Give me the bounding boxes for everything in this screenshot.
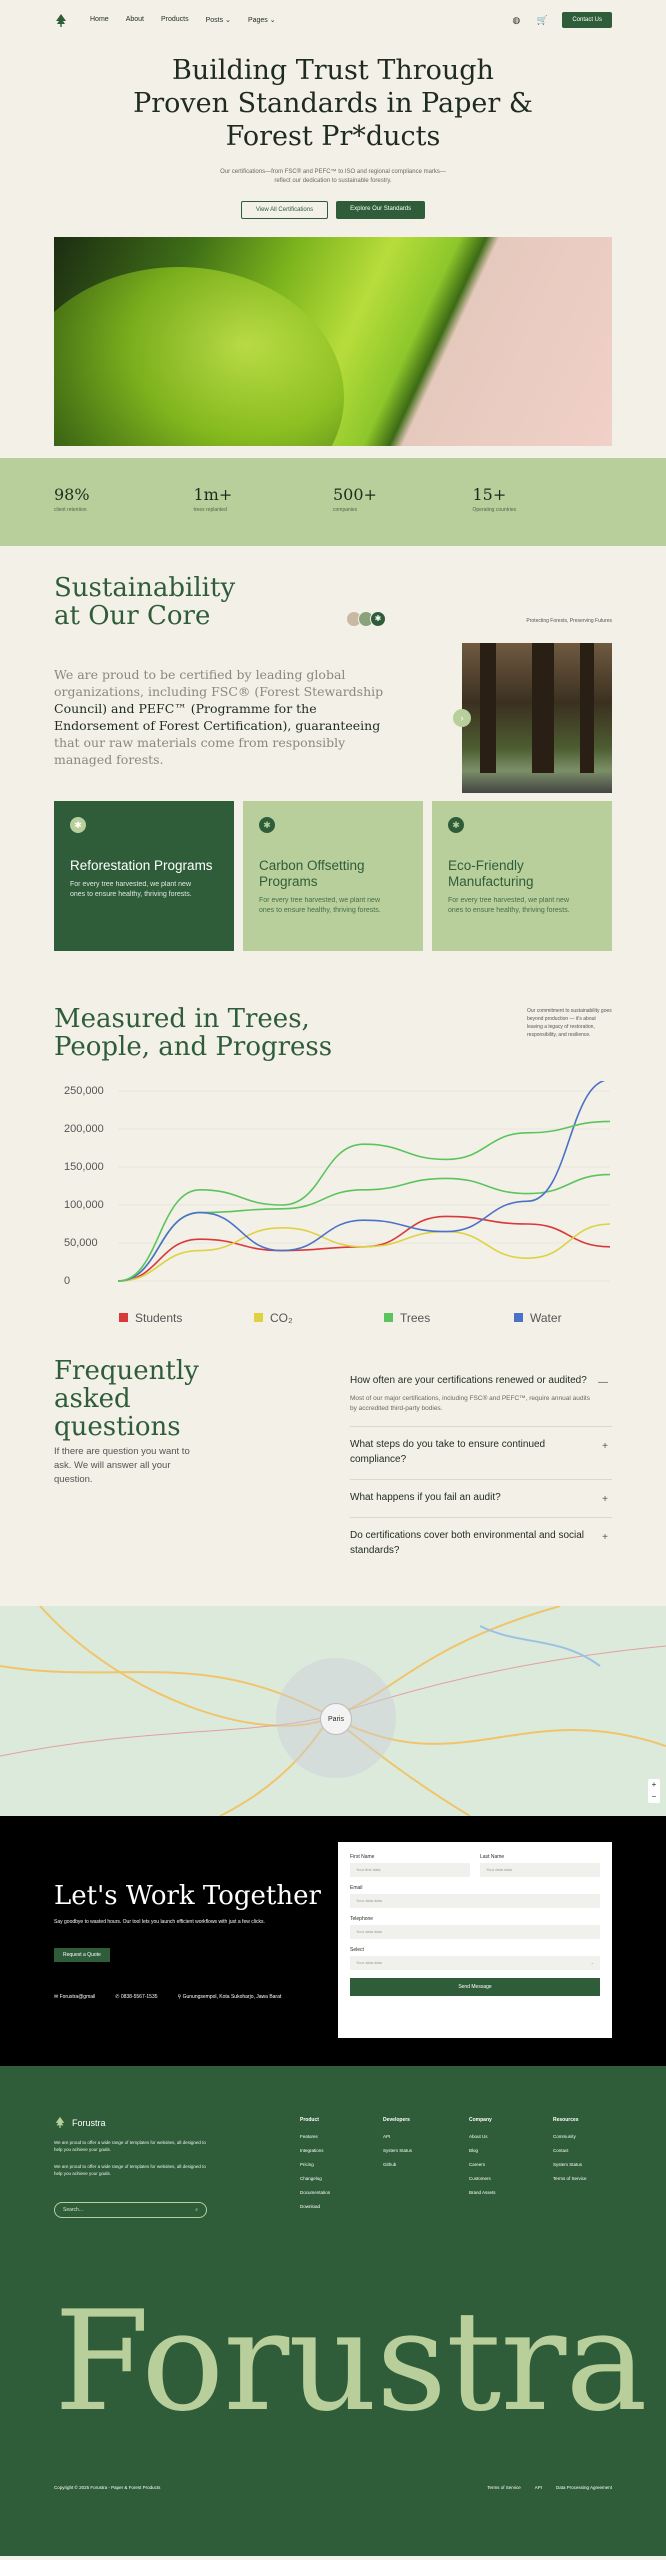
footer-legal-link[interactable]: Data Processing Agreement [555, 2485, 612, 2490]
footer-column-heading: Resources [553, 2117, 579, 2123]
legend-label: Water [530, 1311, 562, 1325]
footer-link[interactable]: Features [300, 2134, 318, 2139]
legend-label: CO₂ [270, 1311, 293, 1325]
footer-link[interactable]: Github [383, 2162, 397, 2167]
footer-brand[interactable] [54, 2116, 106, 2130]
stat-number: 500+ [333, 485, 377, 504]
leaf-icon: ✱ [448, 817, 464, 833]
nav-home[interactable]: Home [90, 16, 109, 23]
program-card[interactable] [243, 801, 423, 951]
stat-number: 1m+ [193, 485, 233, 504]
faq-item[interactable] [350, 1373, 612, 1427]
stat-label: companies [333, 507, 358, 513]
footer-description: We are proud to offer a wide range of templates for websites, all designed to help you achieve your goals. [54, 2140, 206, 2152]
footer-link[interactable]: System Status [553, 2162, 583, 2167]
footer-link[interactable]: Careers [469, 2162, 486, 2167]
expand-icon[interactable]: + [602, 1532, 608, 1543]
program-card[interactable] [432, 801, 612, 951]
footer-column-heading: Developers [383, 2117, 410, 2123]
stat-item [54, 485, 194, 546]
zoom-out-icon[interactable]: − [651, 1792, 657, 1801]
series-line-students [118, 1216, 610, 1281]
telephone-field[interactable]: Your data data [350, 1925, 600, 1939]
tree-logo-icon [54, 2116, 66, 2130]
card-title: Eco-Friendly Manufacturing [448, 858, 534, 889]
footer-link[interactable]: Pricing [300, 2162, 314, 2167]
footer-link[interactable]: API [383, 2134, 391, 2139]
contact-info [54, 1994, 281, 2000]
faq-answer: Most of our major certifications, including FSC® and PEFC™, require annual audits by accredited third-party bodies. [350, 1395, 590, 1412]
contact-section [0, 1816, 666, 2066]
stat-item [333, 485, 473, 546]
explore-standards-button[interactable]: Explore Our Standards [336, 201, 425, 219]
footer-link[interactable]: Changelog [300, 2176, 322, 2181]
progress-section [0, 951, 666, 1331]
y-tick-label: 0 [64, 1275, 71, 1287]
footer-wordmark: Forustra [54, 2281, 647, 2442]
footer-link[interactable]: Contact [553, 2148, 569, 2153]
faq-question[interactable]: Do certifications cover both environmental and social standards? [350, 1530, 585, 1556]
faq-subtitle: If there are question you want to ask. We will answer all your question. [54, 1446, 190, 1485]
select-value: Your data data [356, 1960, 382, 1965]
footer-link[interactable]: Documentation [300, 2190, 331, 2195]
footer-column [553, 2117, 587, 2190]
nav-pages-label: Pages [247, 17, 268, 24]
nav-posts[interactable] [206, 16, 231, 24]
faq-question[interactable]: How often are your certifications renewed or audited? [350, 1375, 587, 1386]
leaf-badge-icon: ✱ [370, 611, 386, 627]
faq-item[interactable] [350, 1528, 612, 1570]
footer [0, 2066, 666, 2556]
mail-icon: ✉ [54, 1994, 59, 2000]
map-zoom-control[interactable] [648, 1779, 660, 1803]
stat-item [473, 485, 613, 546]
para-highlight: Council) and PEFC™ (Programme for the Endorsement of Forest Certification), guaranteeing [54, 701, 381, 733]
title-line: at Our Core [54, 601, 211, 631]
view-certifications-button[interactable]: View All Certifications [241, 201, 328, 219]
footer-link[interactable]: Integrations [300, 2148, 324, 2153]
contact-address [178, 1994, 282, 2000]
footer-link[interactable]: Terms of Service [553, 2176, 587, 2181]
card-text: For every tree harvested, we plant new ones to ensure healthy, thriving forests. [259, 897, 381, 914]
arrow-icon[interactable]: › [453, 709, 471, 727]
legend-swatch [514, 1313, 523, 1322]
map-city-label: Paris [320, 1703, 352, 1735]
request-quote-button[interactable]: Request a Quote [54, 1948, 110, 1962]
title-line: People, and Progress [54, 1032, 333, 1062]
para-text: that our raw materials come from responsibly managed forests. [54, 735, 346, 767]
forest-image [462, 643, 612, 793]
hero-section [0, 40, 666, 446]
search-icon[interactable]: ⌕ [195, 2207, 198, 2213]
field-label: Email [350, 1885, 363, 1891]
footer-link[interactable]: Customers [469, 2176, 491, 2181]
y-tick-label: 50,000 [64, 1237, 98, 1249]
collapse-icon[interactable]: — [598, 1377, 608, 1388]
nav-posts-label: Posts [205, 17, 224, 24]
legend-swatch [119, 1313, 128, 1322]
field-label: Select [350, 1947, 364, 1953]
stat-label: trees replanted [193, 507, 227, 513]
series-line-co- [118, 1224, 610, 1281]
y-tick-label: 150,000 [64, 1161, 104, 1173]
location-pin-icon: ⚲ [177, 1994, 182, 2000]
footer-bottom-bar [54, 2485, 612, 2490]
faq-list [350, 1373, 612, 1580]
program-cards [0, 801, 666, 951]
hero-image [54, 237, 612, 446]
faq-item[interactable] [350, 1490, 612, 1518]
zoom-in-icon[interactable]: + [651, 1780, 657, 1789]
footer-description: We are proud to offer a wide range of templates for websites, all designed to help you achieve your goals. [54, 2164, 206, 2176]
contact-button[interactable]: Contact Us [562, 12, 612, 28]
footer-link[interactable]: Community [553, 2134, 576, 2139]
faq-question[interactable]: What steps do you take to ensure continued compliance? [350, 1439, 546, 1465]
field-label: First Name [350, 1854, 375, 1860]
first-name-field[interactable]: Your first data [350, 1863, 470, 1877]
card-text: For every tree harvested, we plant new ones to ensure healthy, thriving forests. [70, 881, 192, 898]
email-text: Forustra@gmail [59, 1994, 96, 2000]
line-chart [54, 1081, 614, 1326]
sustainability-section [0, 546, 666, 801]
program-card[interactable] [54, 801, 234, 951]
address-text: Gunungsempol, Kota Sukoharjo, Jawa Barat [182, 1994, 282, 2000]
field-label: Last Name [480, 1854, 505, 1860]
footer-link[interactable]: Blog [469, 2148, 479, 2153]
legend-swatch [384, 1313, 393, 1322]
tree-logo-icon[interactable] [54, 13, 68, 27]
phone-icon: ✆ [115, 1994, 120, 2000]
footer-column [383, 2117, 412, 2176]
leaf-icon: ✱ [70, 817, 86, 833]
chevron-down-icon: ⌄ [590, 1960, 594, 1965]
avatar-group [350, 611, 386, 627]
top-nav [0, 0, 666, 40]
faq-question[interactable]: What happens if you fail an audit? [350, 1492, 501, 1503]
expand-icon[interactable]: + [602, 1494, 608, 1505]
stat-item [194, 485, 334, 546]
nav-products[interactable]: Products [160, 16, 189, 23]
footer-brand-name: Forustra [72, 2118, 106, 2128]
field-label: Telephone [350, 1916, 374, 1922]
hero-title: Building Trust Through Proven Standards in Paper & Forest Pr*ducts [133, 55, 533, 152]
expand-icon[interactable]: + [602, 1441, 608, 1452]
footer-column-heading: Product [300, 2117, 319, 2123]
hero-subtitle: Our certifications—from FSC® and PEFC™ to ISO and regional compliance marks—reflect our dedication to sustainable forestry. [220, 169, 446, 184]
card-text: For every tree harvested, we plant new ones to ensure healthy, thriving forests. [448, 897, 570, 914]
contact-phone[interactable] [115, 1994, 157, 2000]
y-tick-label: 250,000 [64, 1085, 104, 1097]
faq-section [0, 1331, 666, 1606]
footer-column [300, 2117, 330, 2218]
last-name-field[interactable]: Your data data [480, 1863, 600, 1877]
footer-link[interactable]: System Status [383, 2148, 413, 2153]
footer-link[interactable]: Download [300, 2204, 321, 2209]
footer-column [469, 2117, 496, 2204]
card-title: Reforestation Programs [70, 858, 213, 873]
progress-description: Our commitment to sustainability goes beyond production — it's about leaving a legacy of restoration, responsibility, and resilience. [527, 1008, 612, 1038]
stat-number: 98% [54, 485, 90, 504]
contact-email[interactable] [54, 1994, 95, 2000]
faq-title: Frequently asked questions [54, 1356, 199, 1442]
footer-link[interactable]: About Us [469, 2134, 488, 2139]
legend-swatch [254, 1313, 263, 1322]
footer-legal-link[interactable]: API [534, 2485, 542, 2490]
search-placeholder: Search... [63, 2207, 84, 2213]
copyright: Copyright © 2025 Forustra - Paper & Forest Products [54, 2485, 161, 2490]
nav-about[interactable]: About [125, 16, 144, 23]
footer-link[interactable]: Brand Assets [469, 2190, 496, 2195]
select-field[interactable] [350, 1956, 600, 1970]
contact-title: Let's Work Together [54, 1881, 321, 1911]
chevron-down-icon: ⌄ [225, 17, 231, 24]
stat-label: client retention [54, 507, 87, 513]
y-tick-label: 100,000 [64, 1199, 104, 1211]
tagline: Protecting Forests, Preserving Futures [526, 618, 612, 624]
title-line: Measured in Trees, [54, 1004, 310, 1034]
leaf-icon: ✱ [259, 817, 275, 833]
footer-legal-link[interactable]: Terms of Service [487, 2485, 521, 2490]
footer-search-input[interactable] [54, 2202, 207, 2218]
stat-label: Operating countries [472, 507, 517, 513]
cart-icon[interactable]: 🛒 [536, 14, 548, 25]
faq-item[interactable] [350, 1437, 612, 1480]
legend-label: Students [135, 1311, 183, 1325]
location-map[interactable] [0, 1606, 666, 1816]
nav-pages[interactable] [248, 16, 276, 24]
para-text: We are proud to be certified by leading global organizations, including FSC® (Forest Stewardship [54, 667, 384, 699]
contact-subtitle: Say goodbye to wasted hours. Our tool lets you launch efficient workflows with just a few clicks. [54, 1919, 265, 1925]
sustainability-paragraph [54, 666, 384, 768]
card-title: Carbon Offsetting Programs [259, 858, 365, 889]
phone-text: 0838-5567-1535 [120, 1994, 158, 2000]
stat-number: 15+ [472, 485, 507, 504]
send-message-button[interactable]: Send Message [350, 1978, 600, 1996]
globe-icon[interactable]: ◍ [512, 14, 521, 25]
stats-bar [0, 458, 666, 546]
chevron-down-icon: ⌄ [269, 17, 276, 24]
email-field[interactable]: Your data data [350, 1894, 600, 1908]
y-tick-label: 200,000 [64, 1123, 104, 1135]
legend-label: Trees [400, 1311, 431, 1325]
footer-column-heading: Company [469, 2117, 492, 2123]
contact-form [338, 1842, 612, 2038]
title-line: Sustainability [54, 573, 236, 603]
